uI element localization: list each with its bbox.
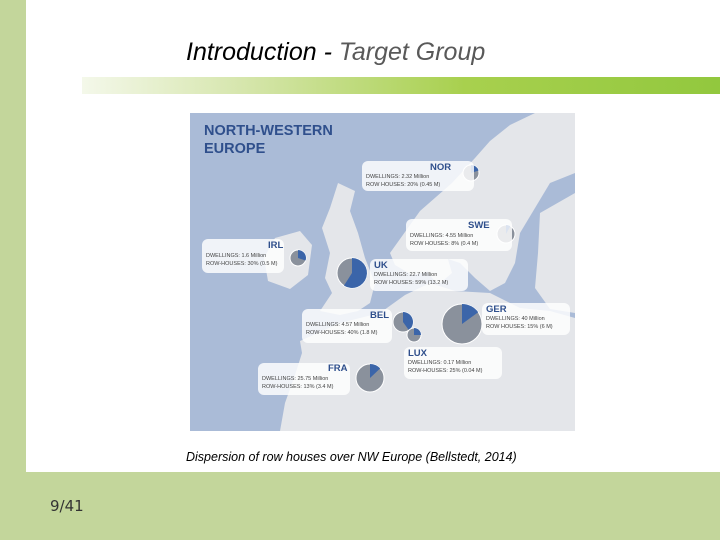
- page-number: 9/41: [50, 497, 84, 515]
- irl-row-houses: ROW-HOUSES: 30% (0.5 M): [206, 261, 278, 267]
- bel-row-houses: ROW-HOUSES: 40% (1.8 M): [306, 330, 378, 336]
- nor-row-houses: ROW HOUSES: 20% (0.45 M): [366, 182, 441, 188]
- ger-code: GER: [486, 304, 507, 315]
- lux-dwellings: DWELLINGS: 0.17 Million: [408, 360, 472, 366]
- great-britain-land: [320, 183, 375, 315]
- europe-map-image: [190, 113, 575, 431]
- title-sub: Target Group: [338, 38, 486, 66]
- swe-row-houses: ROW HOUSES: 8% (0.4 M): [410, 241, 479, 247]
- slide-title: [186, 38, 485, 67]
- uk-row-houses: ROW HOUSES: 59% (13.2 M): [374, 280, 449, 286]
- title-main: Introduction -: [186, 38, 339, 66]
- bel-code: BEL: [370, 310, 389, 321]
- finland-land: [535, 193, 575, 313]
- fra-row-houses: ROW-HOUSES: 13% (3.4 M): [262, 384, 334, 390]
- map-heading-line2: EUROPE: [204, 141, 266, 157]
- nor-dwellings: DWELLINGS: 2.32 Million: [366, 174, 430, 180]
- bel-dwellings: DWELLINGS: 4.57 Million: [306, 322, 370, 328]
- lux-code: LUX: [408, 348, 427, 359]
- title-underline-bar: [82, 77, 720, 94]
- ger-dwellings: DWELLINGS: 40 Million: [486, 316, 545, 322]
- nor-code: NOR: [430, 162, 452, 173]
- irl-code: IRL: [268, 240, 284, 251]
- swe-code: SWE: [468, 220, 490, 231]
- map-heading-line1: NORTH-WESTERN: [204, 123, 333, 139]
- uk-code: UK: [374, 260, 388, 271]
- irl-dwellings: DWELLINGS: 1.6 Million: [206, 253, 267, 259]
- fra-code: FRA: [328, 363, 348, 374]
- lux-row-houses: ROW-HOUSES: 25% (0.04 M): [408, 368, 483, 374]
- uk-dwellings: DWELLINGS: 22.7 Million: [374, 272, 438, 278]
- map-caption: Dispersion of row houses over NW Europe (Bellstedt, 2014): [186, 450, 517, 464]
- map-heading: [204, 122, 333, 158]
- left-accent-bar: [0, 0, 26, 540]
- ger-row-houses: ROW HOUSES: 15% (6 M): [486, 324, 553, 330]
- swe-dwellings: DWELLINGS: 4.55 Million: [410, 233, 474, 239]
- fra-dwellings: DWELLINGS: 25.75 Million: [262, 376, 329, 382]
- footer-bar: [0, 472, 720, 540]
